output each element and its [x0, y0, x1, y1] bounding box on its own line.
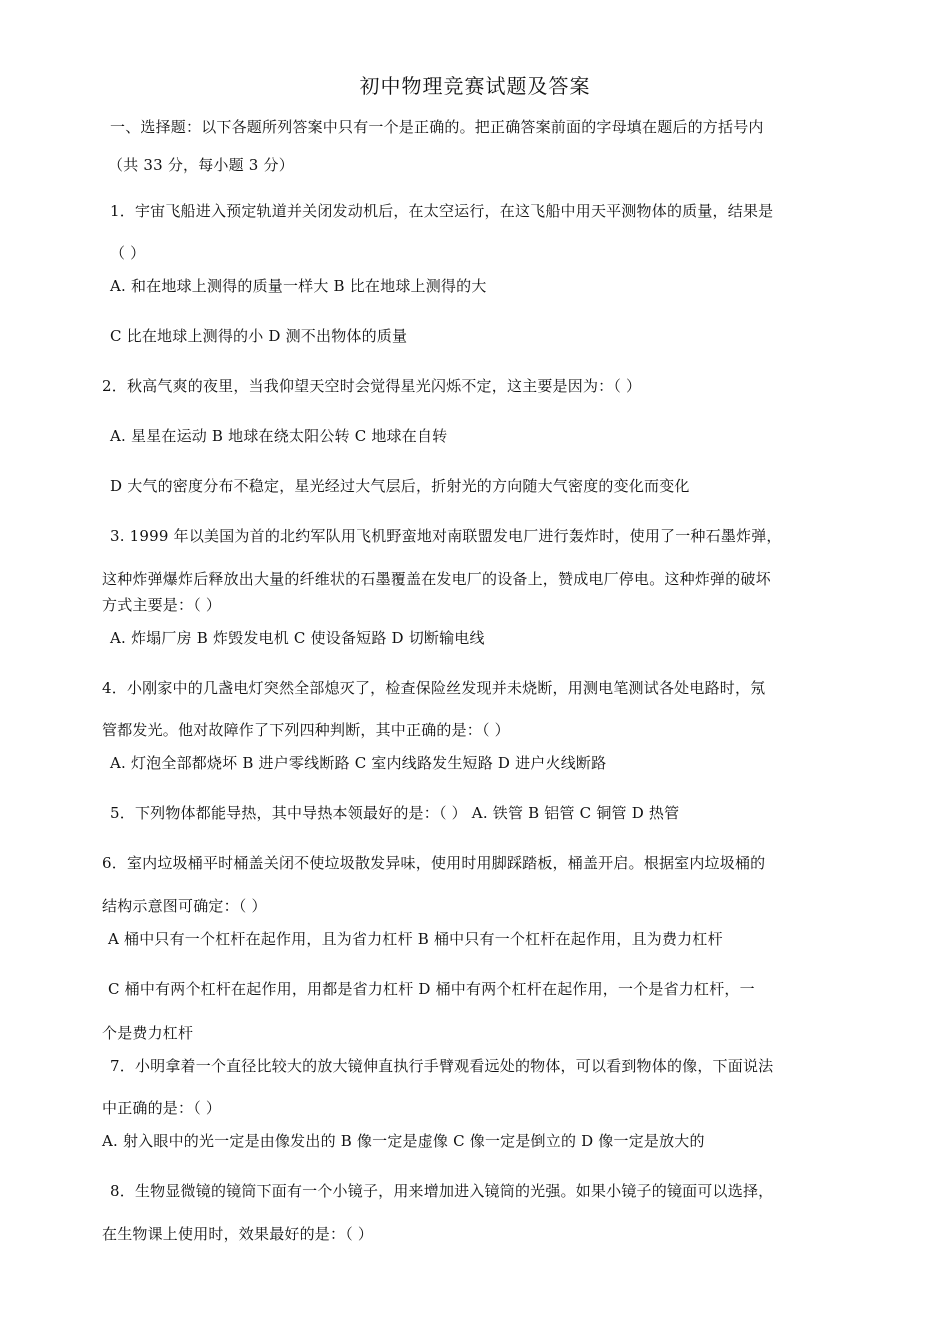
question-1-options-ab: A. 和在地球上测得的质量一样大 B 比在地球上测得的大 [110, 277, 487, 295]
question-2-options-abc: A. 星星在运动 B 地球在绕太阳公转 C 地球在自转 [110, 427, 448, 445]
question-3-stem-line-1: 3. 1999 年以美国为首的北约军队用飞机野蛮地对南联盟发电厂进行轰炸时，使用了一种石墨炸弹， [110, 527, 782, 545]
section-heading-line-2: （共 33 分，每小题 3 分） [108, 156, 294, 174]
question-2-stem: 2．秋高气爽的夜里，当我仰望天空时会觉得星光闪烁不定，这主要是因为：（ ） [102, 377, 642, 395]
question-3-options: A. 炸塌厂房 B 炸毁发电机 C 使设备短路 D 切断输电线 [110, 629, 485, 647]
question-1-stem: 1．宇宙飞船进入预定轨道并关闭发动机后，在太空运行，在这飞船中用天平测物体的质量，结果是 [110, 202, 774, 220]
question-4-stem-line-1: 4．小刚家中的几盏电灯突然全部熄灭了，检查保险丝发现并未烧断，用测电笔测试各处电路时，氖 [102, 679, 766, 697]
question-7-options: A. 射入眼中的光一定是由像发出的 B 像一定是虚像 C 像一定是倒立的 D 像一定是放大的 [102, 1132, 705, 1150]
question-7-stem-line-2: 中正确的是：（ ） [102, 1099, 222, 1117]
question-1-bracket: （ ） [110, 244, 146, 262]
question-2-option-d: D 大气的密度分布不稳定，星光经过大气层后，折射光的方向随大气密度的变化而变化 [110, 477, 690, 495]
question-6-options-ab: A 桶中只有一个杠杆在起作用，且为省力杠杆 B 桶中只有一个杠杆在起作用，且为费力杠杆 [108, 930, 723, 948]
question-6-stem-line-1: 6．室内垃圾桶平时桶盖关闭不使垃圾散发异味，使用时用脚踩踏板，桶盖开启。根据室内垃圾桶的 [102, 854, 766, 872]
document-title: 初中物理竞赛试题及答案 [359, 74, 591, 98]
question-4-options: A. 灯泡全部都烧坏 B 进户零线断路 C 室内线路发生短路 D 进户火线断路 [110, 754, 607, 772]
question-3-stem-line-3: 方式主要是：（ ） [102, 596, 222, 614]
question-6-options-cd: C 桶中有两个杠杆在起作用，用都是省力杠杆 D 桶中有两个杠杆在起作用，一个是省力杠杆，一 [108, 980, 755, 998]
question-6-stem-line-2: 结构示意图可确定：（ ） [102, 897, 267, 915]
question-7-stem-line-1: 7．小明拿着一个直径比较大的放大镜伸直执行手臂观看远处的物体，可以看到物体的像，下面说法 [110, 1057, 774, 1075]
question-1-options-cd: C 比在地球上测得的小 D 测不出物体的质量 [110, 327, 408, 345]
question-8-stem-line-1: 8．生物显微镜的镜筒下面有一个小镜子，用来增加进入镜筒的光强。如果小镜子的镜面可以选择， [110, 1182, 774, 1200]
question-3-stem-line-2: 这种炸弹爆炸后释放出大量的纤维状的石墨覆盖在发电厂的设备上，赞成电厂停电。这种炸弹的破坏 [102, 570, 771, 588]
question-8-stem-line-2: 在生物课上使用时，效果最好的是：（ ） [102, 1225, 374, 1243]
question-4-stem-line-2: 管都发光。他对故障作了下列四种判断，其中正确的是：（ ） [102, 721, 510, 739]
question-5: 5．下列物体都能导热，其中导热本领最好的是：（ ） A. 铁管 B 铝管 C 铜管 D 热管 [110, 804, 680, 822]
section-heading-line-1: 一、选择题：以下各题所列答案中只有一个是正确的。把正确答案前面的字母填在题后的方括号内 [110, 118, 764, 136]
question-6-options-cd-cont: 个是费力杠杆 [102, 1024, 194, 1042]
